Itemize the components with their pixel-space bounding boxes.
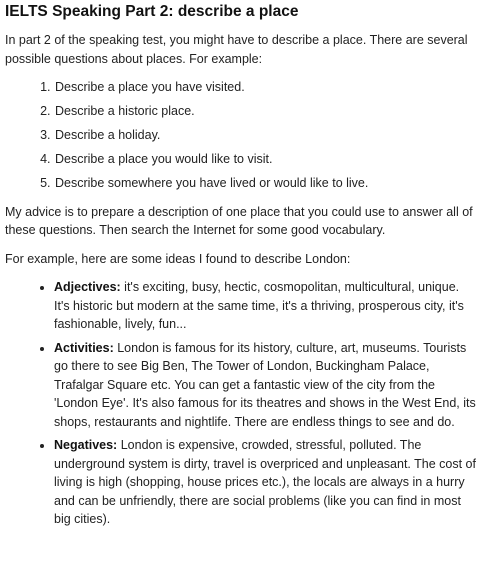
idea-text: London is expensive, crowded, stressful, polluted. The underground system is dirty, travel is overpriced and unpleasant. The cost of living is high (shopping, house prices etc.), the locals are always in a hurry and can be unfriendly, there are social problems (like you can find in most big cities). bbox=[54, 438, 476, 526]
idea-label: Activities: bbox=[54, 340, 114, 355]
intro-paragraph: In part 2 of the speaking test, you might have to describe a place. There are several possible questions about places. For example: bbox=[5, 33, 468, 66]
question-item: 3. Describe a holiday. bbox=[54, 126, 478, 145]
idea-item-adjectives bbox=[54, 278, 478, 334]
idea-item-activities bbox=[54, 339, 478, 432]
question-item: 5. Describe somewhere you have lived or would like to live. bbox=[54, 174, 478, 193]
idea-text: London is famous for its history, culture, art, museums. Tourists go there to see Big Ben, The Tower of London, Buckingham Palace, Trafalgar Square etc. You can get a fantastic view of the city from the 'London Eye'. It's also famous for its theatres and shows in the West End, its shops, restaurants and nightlife. There are endless things to see and do. bbox=[54, 340, 476, 429]
idea-label: Negatives: bbox=[54, 438, 118, 452]
advice-paragraph: My advice is to prepare a description of one place that you could use to answer all of these questions. Then search the Internet for some good vocabulary. bbox=[5, 204, 473, 237]
questions-list bbox=[5, 78, 478, 193]
question-item: 1. Describe a place you have visited. bbox=[54, 78, 478, 97]
article-title: IELTS Speaking Part 2: describe a place bbox=[5, 3, 299, 20]
ideas-list bbox=[5, 278, 478, 529]
question-item: 4. Describe a place you would like to visit. bbox=[54, 150, 478, 169]
idea-text: it's exciting, busy, hectic, cosmopolitan, multicultural, unique. It's historic but modern at the same time, it's a thriving, prosperous city, it's fashionable, lively, fun... bbox=[54, 280, 464, 331]
example-intro-paragraph: For example, here are some ideas I found to describe London: bbox=[5, 251, 351, 266]
idea-item-negatives bbox=[54, 436, 478, 529]
idea-label: Adjectives: bbox=[54, 280, 121, 294]
question-item: 2. Describe a historic place. bbox=[54, 102, 478, 121]
